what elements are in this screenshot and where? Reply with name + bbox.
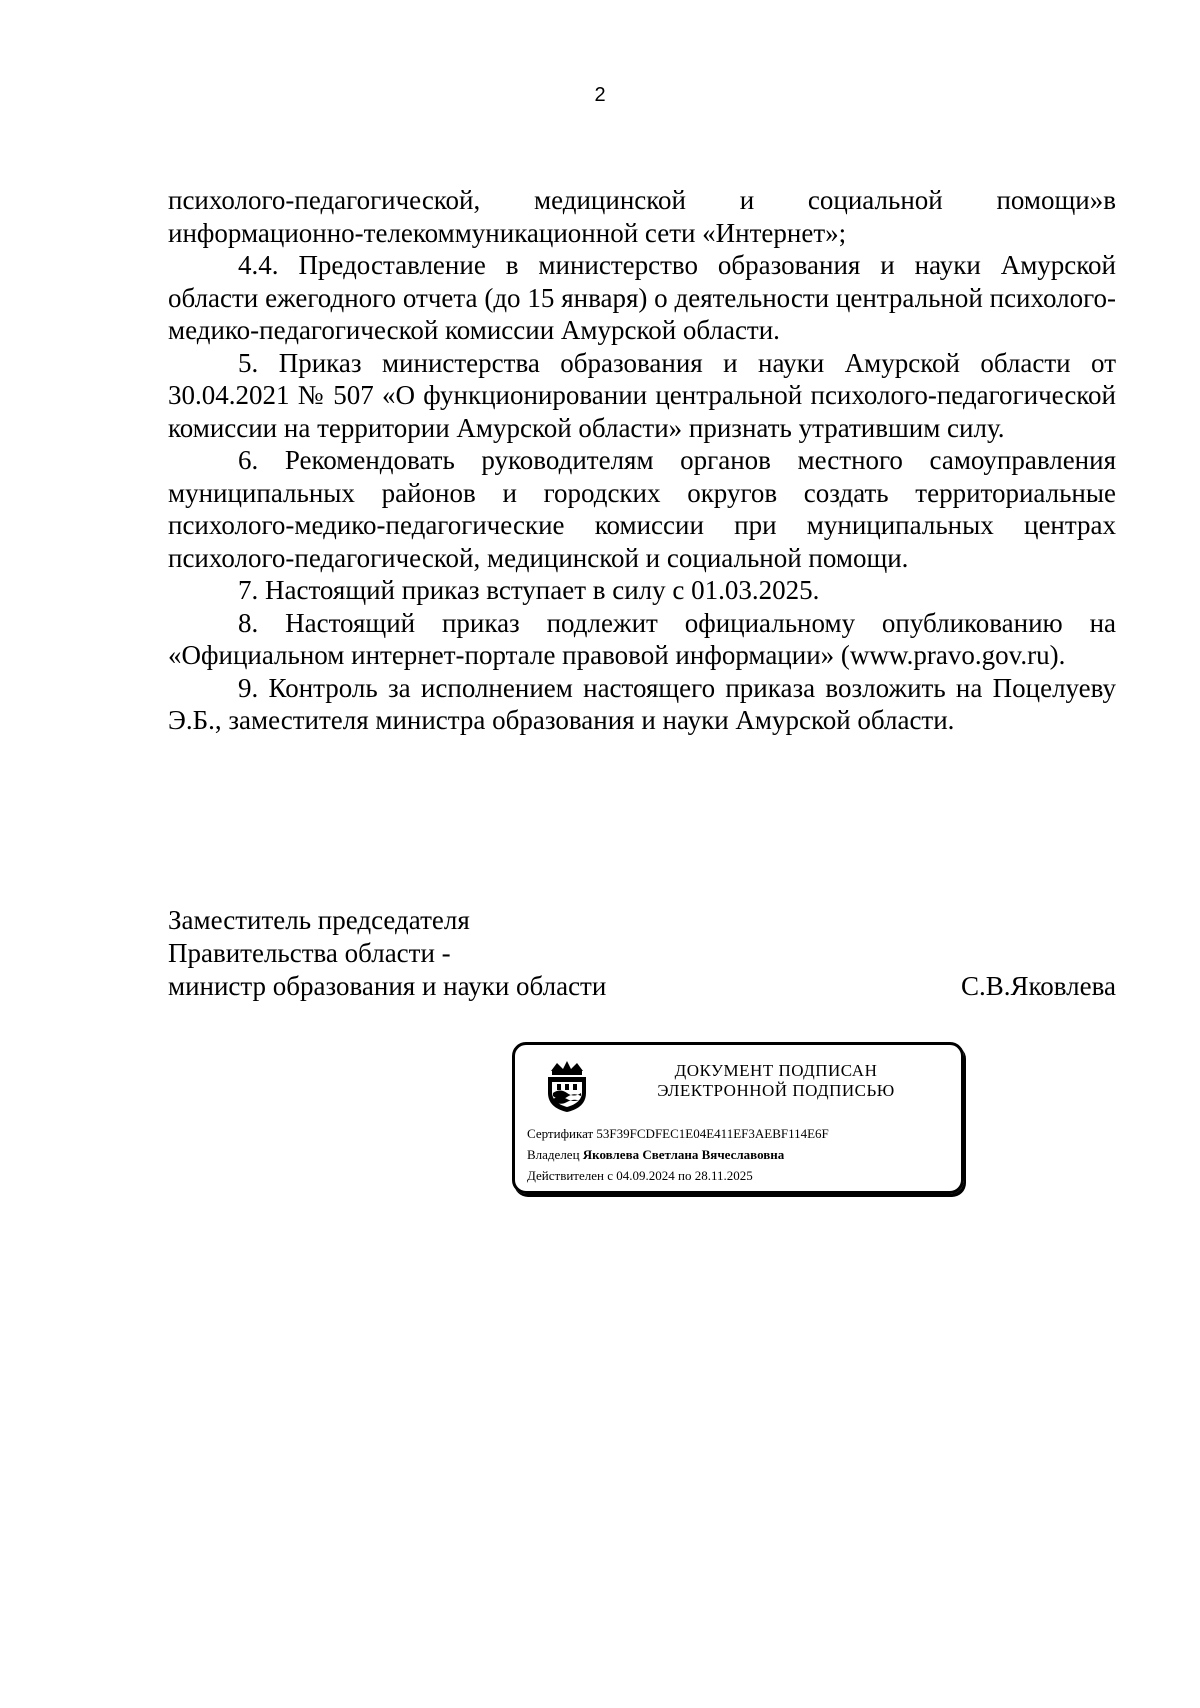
stamp-certificate: Сертификат 53F39FCDFEC1E04E411EF3AEBF114E6F bbox=[527, 1126, 829, 1141]
signer-position-line-1: Заместитель председателя bbox=[168, 905, 470, 935]
signature-block bbox=[168, 904, 1116, 1003]
signer-position-line-2: Правительства области - bbox=[168, 938, 451, 968]
stamp-title-line-1: ДОКУМЕНТ ПОДПИСАН bbox=[674, 1061, 878, 1080]
paragraph-5: 5. Приказ министерства образования и науки Амурской области от 30.04.2021 № 507 «О функционировании центральной психолого-педагогической комиссии на территории Амурской области» признать утратившим силу. bbox=[168, 347, 1116, 443]
stamp-details bbox=[527, 1123, 829, 1186]
signer-name: С.В.Яковлева bbox=[961, 971, 1116, 1001]
paragraph-7: 7. Настоящий приказ вступает в силу с 01.03.2025. bbox=[238, 575, 820, 605]
signer-position-line-3: министр образования и науки области bbox=[168, 971, 607, 1001]
stamp-owner-name: Яковлева Светлана Вячеславовна bbox=[582, 1147, 785, 1162]
paragraph-9: 9. Контроль за исполнением настоящего приказа возложить на Поцелуеву Э.Б., заместителя министра образования и науки Амурской области. bbox=[168, 672, 1116, 735]
paragraph-4-4: 4.4. Предоставление в министерство образования и науки Амурской области ежегодного отчета (до 15 января) о деятельности центральной психолого-медико-педагогической комиссии Амурской области. bbox=[168, 250, 1116, 345]
stamp-title bbox=[601, 1061, 951, 1101]
paragraph-continuation: психолого-педагогической, медицинской и социальной помощи»в информационно-телекоммуникационной сети «Интернет»; bbox=[168, 185, 1116, 248]
document-body bbox=[168, 184, 1116, 737]
paragraph-6: 6. Рекомендовать руководителям органов местного самоуправления муниципальных районов и городских округов создать территориальные психолого-медико-педагогические комиссии при муниципальных центрах психолого-педагогической, медицинской и социальной помощи. bbox=[168, 445, 1116, 573]
stamp-owner-row bbox=[527, 1144, 829, 1165]
stamp-owner-label: Владелец bbox=[527, 1147, 580, 1162]
coat-of-arms-icon bbox=[543, 1057, 591, 1113]
electronic-signature-stamp bbox=[512, 1042, 964, 1194]
stamp-title-line-2: ЭЛЕКТРОННОЙ ПОДПИСЬЮ bbox=[657, 1081, 895, 1100]
paragraph-8: 8. Настоящий приказ подлежит официальному опубликованию на «Официальном интернет-портале правовой информации» (www.pravo.gov.ru). bbox=[168, 607, 1116, 670]
page-number: 2 bbox=[594, 84, 606, 106]
stamp-validity: Действителен с 04.09.2024 по 28.11.2025 bbox=[527, 1168, 753, 1183]
